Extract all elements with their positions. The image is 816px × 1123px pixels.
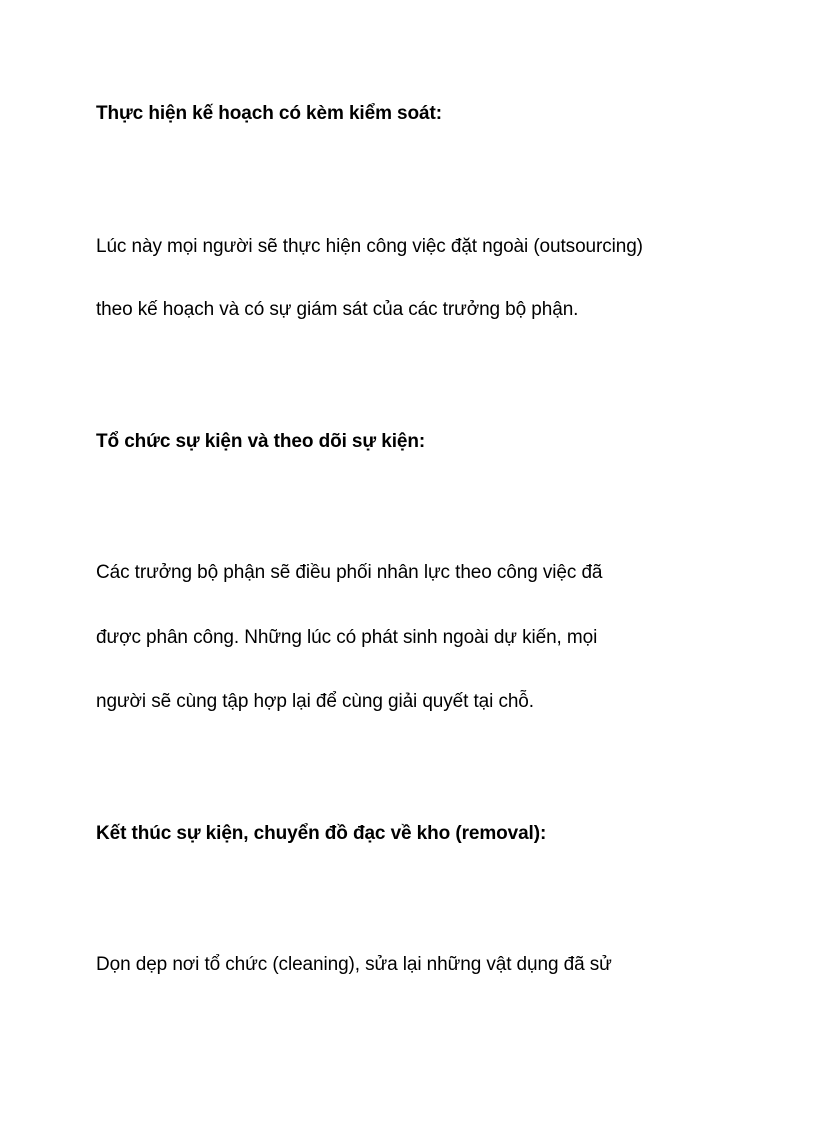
section-heading-event-organization: Tổ chức sự kiện và theo dõi sự kiện: — [96, 431, 426, 452]
paragraph-line: Dọn dẹp nơi tổ chức (cleaning), sửa lại những vật dụng đã sử — [96, 954, 612, 975]
section-heading-plan-execution: Thực hiện kế hoạch có kèm kiểm soát: — [96, 103, 442, 124]
paragraph-line: theo kế hoạch và có sự giám sát của các trưởng bộ phận. — [96, 299, 579, 320]
paragraph-line: Lúc này mọi người sẽ thực hiện công việc đặt ngoài (outsourcing) — [96, 236, 643, 257]
paragraph-line: người sẽ cùng tập hợp lại để cùng giải quyết tại chỗ. — [96, 691, 534, 712]
section-heading-event-closing: Kết thúc sự kiện, chuyển đồ đạc về kho (removal): — [96, 823, 547, 844]
paragraph-line: Các trưởng bộ phận sẽ điều phối nhân lực theo công việc đã — [96, 562, 603, 583]
paragraph-line: được phân công. Những lúc có phát sinh ngoài dự kiến, mọi — [96, 627, 598, 648]
